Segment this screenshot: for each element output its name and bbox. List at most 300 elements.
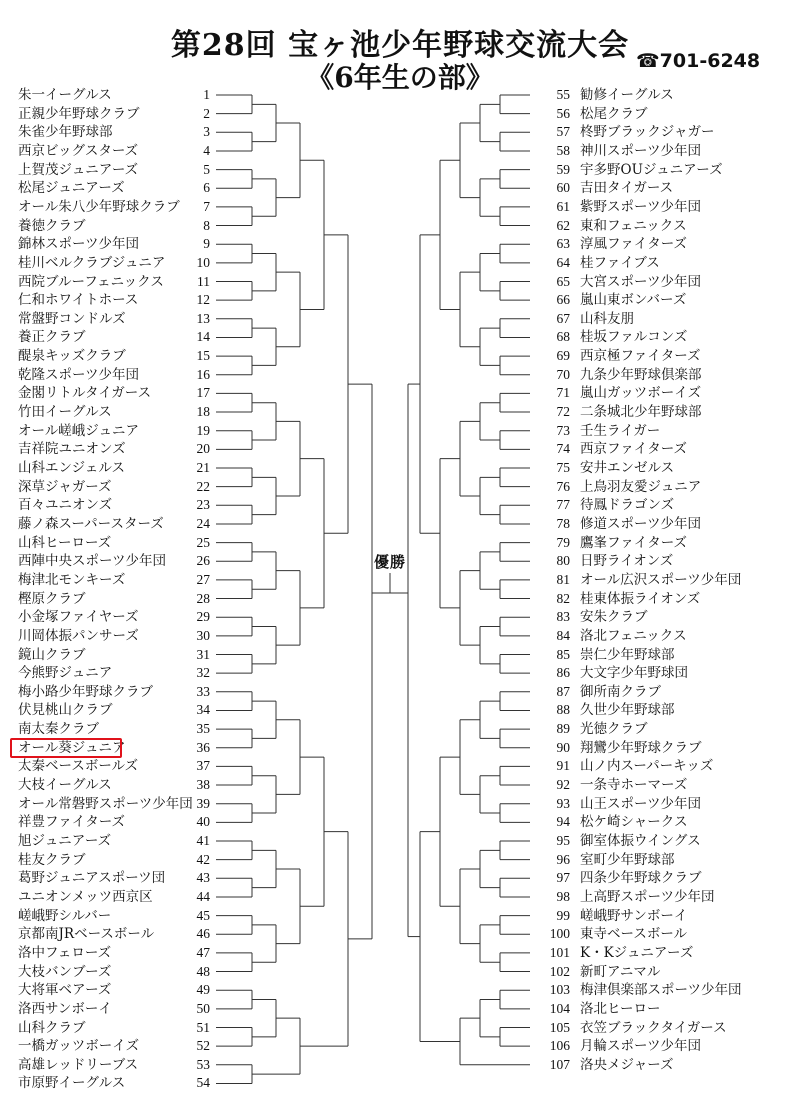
team-row bbox=[0, 440, 215, 458]
team-name: 西京ファイターズ bbox=[580, 441, 688, 458]
team-row bbox=[0, 552, 215, 570]
team-number: 24 bbox=[196, 515, 210, 531]
team-name: 乾隆スポーツ少年団 bbox=[18, 366, 139, 383]
team-number: 4 bbox=[203, 142, 210, 158]
team-row bbox=[536, 534, 796, 552]
team-name: 嵐山東ボンバーズ bbox=[580, 292, 687, 309]
team-row bbox=[536, 235, 796, 253]
team-row bbox=[0, 254, 215, 272]
team-number: 51 bbox=[196, 1019, 210, 1035]
team-number: 94 bbox=[556, 814, 570, 830]
team-row bbox=[0, 851, 215, 869]
team-number: 66 bbox=[556, 292, 570, 308]
team-name: 今熊野ジュニア bbox=[18, 665, 113, 682]
page-subtitle: 《6年生の部》 bbox=[306, 61, 494, 94]
team-number: 105 bbox=[549, 1019, 570, 1035]
team-number: 43 bbox=[196, 870, 210, 886]
team-name: 桂川ベルクラブジュニア bbox=[18, 254, 166, 271]
team-name: 大枝イーグルス bbox=[18, 777, 112, 794]
team-name: 崇仁少年野球部 bbox=[580, 646, 675, 663]
team-number: 48 bbox=[196, 963, 210, 979]
team-row bbox=[536, 328, 796, 346]
team-name: 大宮スポーツ少年団 bbox=[580, 273, 701, 290]
team-number: 59 bbox=[556, 161, 570, 177]
team-name: 桂友クラブ bbox=[18, 851, 86, 868]
team-number: 35 bbox=[196, 721, 210, 737]
team-name: 正親少年野球クラブ bbox=[18, 105, 140, 122]
team-number: 27 bbox=[196, 571, 210, 587]
team-number: 56 bbox=[556, 105, 570, 121]
team-number: 70 bbox=[556, 366, 570, 382]
team-name: 日野ライオンズ bbox=[580, 553, 674, 570]
team-row bbox=[0, 142, 215, 160]
team-row bbox=[536, 683, 796, 701]
team-row bbox=[536, 664, 796, 682]
team-row bbox=[536, 888, 796, 906]
team-row bbox=[536, 1037, 796, 1055]
team-name: 山ノ内スーパーキッズ bbox=[580, 758, 714, 775]
team-name: 二条城北少年野球部 bbox=[580, 404, 702, 421]
team-name: 山王スポーツ少年団 bbox=[580, 795, 701, 812]
team-name: 常盤野コンドルズ bbox=[18, 310, 126, 327]
team-name: 淳風ファイターズ bbox=[580, 236, 688, 253]
team-row bbox=[0, 291, 215, 309]
team-row bbox=[536, 646, 796, 664]
team-number: 63 bbox=[556, 236, 570, 252]
team-row bbox=[0, 403, 215, 421]
team-name: 安井エンゼルス bbox=[580, 460, 675, 476]
team-row bbox=[0, 384, 215, 402]
team-number: 49 bbox=[196, 982, 210, 998]
team-row bbox=[0, 161, 215, 179]
team-row bbox=[0, 496, 215, 514]
team-row bbox=[0, 907, 215, 925]
team-number: 25 bbox=[196, 534, 210, 550]
team-name: 柊野ブラックジャガー bbox=[580, 124, 715, 141]
team-number: 53 bbox=[196, 1056, 210, 1072]
team-row bbox=[0, 608, 215, 626]
team-name: 朱一イーグルス bbox=[18, 87, 112, 103]
team-name: 紫野スポーツ少年団 bbox=[580, 198, 701, 215]
team-name: 鷹峯ファイターズ bbox=[580, 534, 688, 551]
team-name: 養正クラブ bbox=[18, 329, 86, 346]
team-name: 一橋ガッツボーイズ bbox=[18, 1038, 140, 1055]
team-row bbox=[0, 86, 215, 104]
team-name: 西陣中央スポーツ少年団 bbox=[18, 553, 166, 570]
team-name: 衣笠ブラックタイガース bbox=[580, 1019, 727, 1036]
team-number: 7 bbox=[203, 198, 210, 214]
team-name: 梅津北モンキーズ bbox=[18, 571, 126, 588]
team-row bbox=[0, 422, 215, 440]
team-name: 旭ジュニアーズ bbox=[18, 833, 112, 849]
team-name: 久世少年野球部 bbox=[580, 702, 675, 719]
highlight-box bbox=[10, 738, 122, 758]
team-name: 松ケ崎シャークス bbox=[580, 814, 688, 831]
team-row bbox=[536, 608, 796, 626]
team-number: 72 bbox=[556, 404, 570, 420]
team-number: 23 bbox=[196, 497, 210, 513]
team-number: 85 bbox=[556, 646, 570, 662]
team-name: 大文字少年野球団 bbox=[580, 665, 688, 682]
team-number: 55 bbox=[556, 87, 570, 102]
team-number: 87 bbox=[556, 683, 570, 699]
team-number: 11 bbox=[197, 273, 210, 289]
team-row bbox=[0, 720, 215, 738]
team-number: 30 bbox=[196, 627, 210, 643]
team-row bbox=[536, 515, 796, 533]
team-row bbox=[536, 590, 796, 608]
team-number: 33 bbox=[196, 683, 210, 699]
team-name: オール葵ジュニア bbox=[18, 739, 126, 756]
team-row bbox=[0, 869, 215, 887]
team-name: 山科友朋 bbox=[580, 310, 634, 327]
team-number: 6 bbox=[203, 180, 210, 196]
team-name: 錦林スポーツ少年団 bbox=[18, 236, 139, 253]
team-name: 待鳳ドラゴンズ bbox=[580, 497, 675, 514]
team-row bbox=[536, 384, 796, 402]
team-row bbox=[536, 627, 796, 645]
team-number: 69 bbox=[556, 348, 570, 364]
team-row bbox=[0, 1019, 215, 1037]
team-number: 1 bbox=[203, 87, 210, 102]
team-row bbox=[0, 1074, 215, 1092]
team-number: 41 bbox=[196, 833, 210, 848]
team-row bbox=[536, 366, 796, 384]
team-row bbox=[536, 254, 796, 272]
team-name: 養徳クラブ bbox=[18, 217, 86, 234]
team-name: 梅小路少年野球クラブ bbox=[18, 683, 153, 700]
team-name: 太秦ベースボールズ bbox=[18, 758, 139, 775]
team-name: 祥豊ファイターズ bbox=[18, 814, 126, 831]
team-name: 桂坂ファルコンズ bbox=[580, 329, 688, 346]
team-name: 東寺ベースボール bbox=[580, 926, 688, 943]
team-name: 鏡山クラブ bbox=[18, 646, 86, 663]
team-name: 山科クラブ bbox=[18, 1019, 86, 1036]
team-row bbox=[536, 105, 796, 123]
team-row bbox=[536, 907, 796, 925]
team-row bbox=[536, 795, 796, 813]
team-number: 88 bbox=[556, 702, 570, 718]
team-row bbox=[536, 403, 796, 421]
team-row bbox=[0, 105, 215, 123]
team-name: 上賀茂ジュニアーズ bbox=[18, 161, 139, 178]
team-number: 58 bbox=[556, 142, 570, 158]
team-name: 宇多野OUジュニアーズ bbox=[580, 161, 723, 178]
team-number: 67 bbox=[556, 310, 570, 326]
team-number: 73 bbox=[556, 422, 570, 438]
team-number: 32 bbox=[196, 665, 210, 681]
team-name: 吉祥院ユニオンズ bbox=[18, 441, 126, 458]
team-row bbox=[536, 161, 796, 179]
phone-number-value: 701-6248 bbox=[659, 50, 761, 72]
team-name: 深草ジャガーズ bbox=[18, 478, 112, 495]
telephone-icon: ☎ bbox=[636, 50, 660, 72]
team-row bbox=[536, 198, 796, 216]
team-number: 46 bbox=[196, 926, 210, 942]
team-number: 31 bbox=[196, 646, 210, 662]
team-row bbox=[536, 701, 796, 719]
team-name: 洛央メジャーズ bbox=[580, 1056, 674, 1073]
team-name: 川岡体振パンサーズ bbox=[18, 627, 139, 644]
team-number: 77 bbox=[556, 497, 570, 513]
team-row bbox=[0, 888, 215, 906]
team-row bbox=[0, 1037, 215, 1055]
team-row bbox=[536, 422, 796, 440]
team-number: 86 bbox=[556, 665, 570, 681]
team-name: 翔鸞少年野球クラブ bbox=[580, 739, 702, 756]
team-row bbox=[0, 701, 215, 719]
team-number: 21 bbox=[196, 460, 210, 475]
team-name: K・Kジュニアーズ bbox=[580, 944, 694, 961]
team-number: 96 bbox=[556, 851, 570, 867]
team-number: 81 bbox=[556, 571, 570, 587]
team-name: 醍泉キッズクラブ bbox=[18, 348, 126, 365]
team-name: 上高野スポーツ少年団 bbox=[580, 888, 715, 905]
team-name: 西京極ファイターズ bbox=[580, 348, 701, 365]
team-row bbox=[536, 981, 796, 999]
team-number: 42 bbox=[196, 851, 210, 867]
team-name: 修道スポーツ少年団 bbox=[580, 515, 701, 532]
team-row bbox=[0, 776, 215, 794]
team-name: オール嵯峨ジュニア bbox=[18, 422, 139, 439]
team-name: 西院ブルーフェニックス bbox=[18, 273, 164, 290]
team-row bbox=[536, 869, 796, 887]
team-name: 葛野ジュニアスポーツ団 bbox=[18, 870, 166, 887]
team-number: 19 bbox=[196, 422, 210, 438]
team-name: オール常磐野スポーツ少年団 bbox=[18, 795, 193, 812]
page-title: 第28回 宝ヶ池少年野球交流大会 bbox=[170, 28, 630, 63]
team-name: 一条寺ホーマーズ bbox=[580, 777, 688, 794]
team-name: 金閣リトルタイガース bbox=[18, 385, 152, 402]
team-name: 嵯峨野シルバー bbox=[18, 907, 112, 924]
team-number: 39 bbox=[196, 795, 210, 811]
team-number: 80 bbox=[556, 553, 570, 569]
team-number: 44 bbox=[196, 888, 210, 904]
team-row bbox=[536, 1019, 796, 1037]
team-number: 62 bbox=[556, 217, 570, 233]
team-name: 朱雀少年野球部 bbox=[18, 124, 113, 141]
team-number: 68 bbox=[556, 329, 570, 345]
team-number: 14 bbox=[196, 329, 210, 345]
team-row bbox=[0, 795, 215, 813]
team-row bbox=[536, 813, 796, 831]
team-name: 神川スポーツ少年団 bbox=[580, 142, 701, 159]
team-row bbox=[536, 496, 796, 514]
team-number: 61 bbox=[556, 198, 570, 214]
team-number: 57 bbox=[556, 124, 570, 140]
team-row bbox=[0, 925, 215, 943]
team-number: 65 bbox=[556, 273, 570, 289]
team-row bbox=[536, 832, 796, 850]
team-name: 京都南JRベースボール bbox=[18, 926, 155, 943]
team-number: 18 bbox=[196, 404, 210, 420]
team-number: 34 bbox=[196, 702, 210, 718]
team-row bbox=[0, 627, 215, 645]
team-number: 52 bbox=[196, 1038, 210, 1054]
team-name: 樫原クラブ bbox=[18, 590, 86, 607]
team-row bbox=[0, 813, 215, 831]
team-row bbox=[0, 347, 215, 365]
team-row bbox=[0, 515, 215, 533]
team-row bbox=[0, 963, 215, 981]
team-number: 37 bbox=[196, 758, 210, 774]
team-number: 28 bbox=[196, 590, 210, 606]
team-number: 12 bbox=[196, 292, 210, 308]
team-row bbox=[536, 310, 796, 328]
team-name: 壬生ライガー bbox=[580, 422, 661, 439]
team-number: 106 bbox=[549, 1038, 570, 1054]
team-number: 97 bbox=[556, 870, 570, 886]
team-row bbox=[0, 366, 215, 384]
team-name: 月輪スポーツ少年団 bbox=[580, 1038, 701, 1055]
team-row bbox=[0, 328, 215, 346]
team-name: 竹田イーグルス bbox=[18, 404, 112, 421]
team-row bbox=[0, 590, 215, 608]
team-name: 桂ファイブス bbox=[580, 254, 660, 271]
team-name: 桂東体振ライオンズ bbox=[580, 590, 701, 607]
team-row bbox=[0, 217, 215, 235]
team-number: 104 bbox=[549, 1000, 570, 1016]
team-number: 102 bbox=[549, 963, 570, 979]
team-row bbox=[0, 944, 215, 962]
team-row bbox=[0, 179, 215, 197]
team-name: 大枝バンブーズ bbox=[18, 963, 112, 980]
team-row bbox=[536, 1056, 796, 1074]
team-number: 38 bbox=[196, 777, 210, 793]
team-row bbox=[536, 571, 796, 589]
team-row bbox=[0, 981, 215, 999]
team-name: 市原野イーグルス bbox=[18, 1075, 126, 1092]
team-number: 100 bbox=[549, 926, 570, 942]
team-number: 103 bbox=[549, 982, 570, 998]
team-row bbox=[0, 1056, 215, 1074]
team-row bbox=[536, 440, 796, 458]
team-row bbox=[536, 552, 796, 570]
team-row bbox=[536, 478, 796, 496]
team-number: 79 bbox=[556, 534, 570, 550]
team-row bbox=[0, 1000, 215, 1018]
team-name: 百々ユニオンズ bbox=[18, 497, 113, 514]
team-name: 東和フェニックス bbox=[580, 217, 687, 234]
team-number: 54 bbox=[196, 1075, 210, 1091]
team-number: 5 bbox=[203, 161, 210, 177]
team-row bbox=[536, 142, 796, 160]
team-name: 松尾ジュニアーズ bbox=[18, 180, 125, 197]
team-name: 御室体振ウイングス bbox=[580, 833, 701, 849]
team-row bbox=[0, 683, 215, 701]
team-number: 20 bbox=[196, 441, 210, 457]
team-row bbox=[536, 757, 796, 775]
team-name: オール朱八少年野球クラブ bbox=[18, 198, 180, 215]
team-name: 洛北ヒーロー bbox=[580, 1000, 661, 1017]
team-name: 松尾クラブ bbox=[580, 105, 648, 122]
team-number: 93 bbox=[556, 795, 570, 811]
team-name: 吉田タイガース bbox=[580, 180, 674, 197]
team-number: 99 bbox=[556, 907, 570, 923]
team-name: 新町アニマル bbox=[580, 963, 661, 980]
team-number: 91 bbox=[556, 758, 570, 774]
team-row bbox=[536, 944, 796, 962]
team-row bbox=[536, 459, 796, 477]
team-number: 36 bbox=[196, 739, 210, 755]
team-row bbox=[536, 273, 796, 291]
team-name: ユニオンメッツ西京区 bbox=[18, 888, 153, 905]
team-name: 上鳥羽友愛ジュニア bbox=[580, 478, 702, 495]
team-number: 92 bbox=[556, 777, 570, 793]
team-name: 御所南クラブ bbox=[580, 683, 661, 700]
team-name: 西京ビッグスターズ bbox=[18, 142, 139, 159]
team-number: 84 bbox=[556, 627, 570, 643]
team-number: 95 bbox=[556, 833, 570, 848]
team-name: 伏見桃山クラブ bbox=[18, 702, 113, 719]
team-name: 山科エンジェルス bbox=[18, 460, 125, 476]
team-row bbox=[536, 776, 796, 794]
team-row bbox=[536, 347, 796, 365]
team-number: 10 bbox=[196, 254, 210, 270]
team-number: 50 bbox=[196, 1000, 210, 1016]
team-row bbox=[0, 664, 215, 682]
team-name: 嵯峨野サンボーイ bbox=[580, 907, 688, 924]
team-row bbox=[536, 963, 796, 981]
team-name: 洛西サンボーイ bbox=[18, 1000, 112, 1017]
team-name: 大将軍ベアーズ bbox=[18, 982, 112, 999]
team-number: 15 bbox=[196, 348, 210, 364]
team-number: 22 bbox=[196, 478, 210, 494]
team-row bbox=[0, 459, 215, 477]
team-row bbox=[0, 310, 215, 328]
team-row bbox=[0, 534, 215, 552]
team-name: 九条少年野球倶楽部 bbox=[580, 366, 702, 383]
team-row bbox=[536, 179, 796, 197]
team-row bbox=[536, 925, 796, 943]
team-number: 107 bbox=[549, 1056, 570, 1072]
team-name: 仁和ホワイトホース bbox=[18, 292, 139, 309]
team-name: 四条少年野球クラブ bbox=[580, 870, 702, 887]
team-name: 藤ノ森スーパースターズ bbox=[18, 515, 164, 532]
team-number: 8 bbox=[203, 217, 210, 233]
team-number: 78 bbox=[556, 515, 570, 531]
team-number: 98 bbox=[556, 888, 570, 904]
team-number: 64 bbox=[556, 254, 570, 270]
team-number: 75 bbox=[556, 460, 570, 475]
team-number: 74 bbox=[556, 441, 570, 457]
team-name: 南太秦クラブ bbox=[18, 721, 99, 738]
team-number: 16 bbox=[196, 366, 210, 382]
team-number: 9 bbox=[203, 236, 210, 252]
team-row bbox=[0, 478, 215, 496]
champion-label: 優勝 bbox=[374, 553, 407, 571]
team-row bbox=[0, 832, 215, 850]
team-number: 71 bbox=[556, 385, 570, 401]
team-number: 29 bbox=[196, 609, 210, 625]
team-row bbox=[536, 1000, 796, 1018]
team-row bbox=[0, 646, 215, 664]
team-number: 101 bbox=[549, 944, 570, 960]
team-name: 勧修イーグルス bbox=[580, 87, 674, 103]
team-name: 山科ヒーローズ bbox=[18, 534, 112, 551]
team-row bbox=[0, 235, 215, 253]
team-number: 26 bbox=[196, 553, 210, 569]
team-name: 梅津倶楽部スポーツ少年団 bbox=[580, 982, 742, 999]
team-row bbox=[536, 720, 796, 738]
team-name: オール広沢スポーツ少年団 bbox=[580, 571, 742, 588]
team-number: 13 bbox=[196, 310, 210, 326]
team-number: 17 bbox=[196, 385, 210, 401]
team-number: 40 bbox=[196, 814, 210, 830]
team-row bbox=[536, 739, 796, 757]
team-number: 83 bbox=[556, 609, 570, 625]
team-name: 光徳クラブ bbox=[580, 721, 648, 738]
